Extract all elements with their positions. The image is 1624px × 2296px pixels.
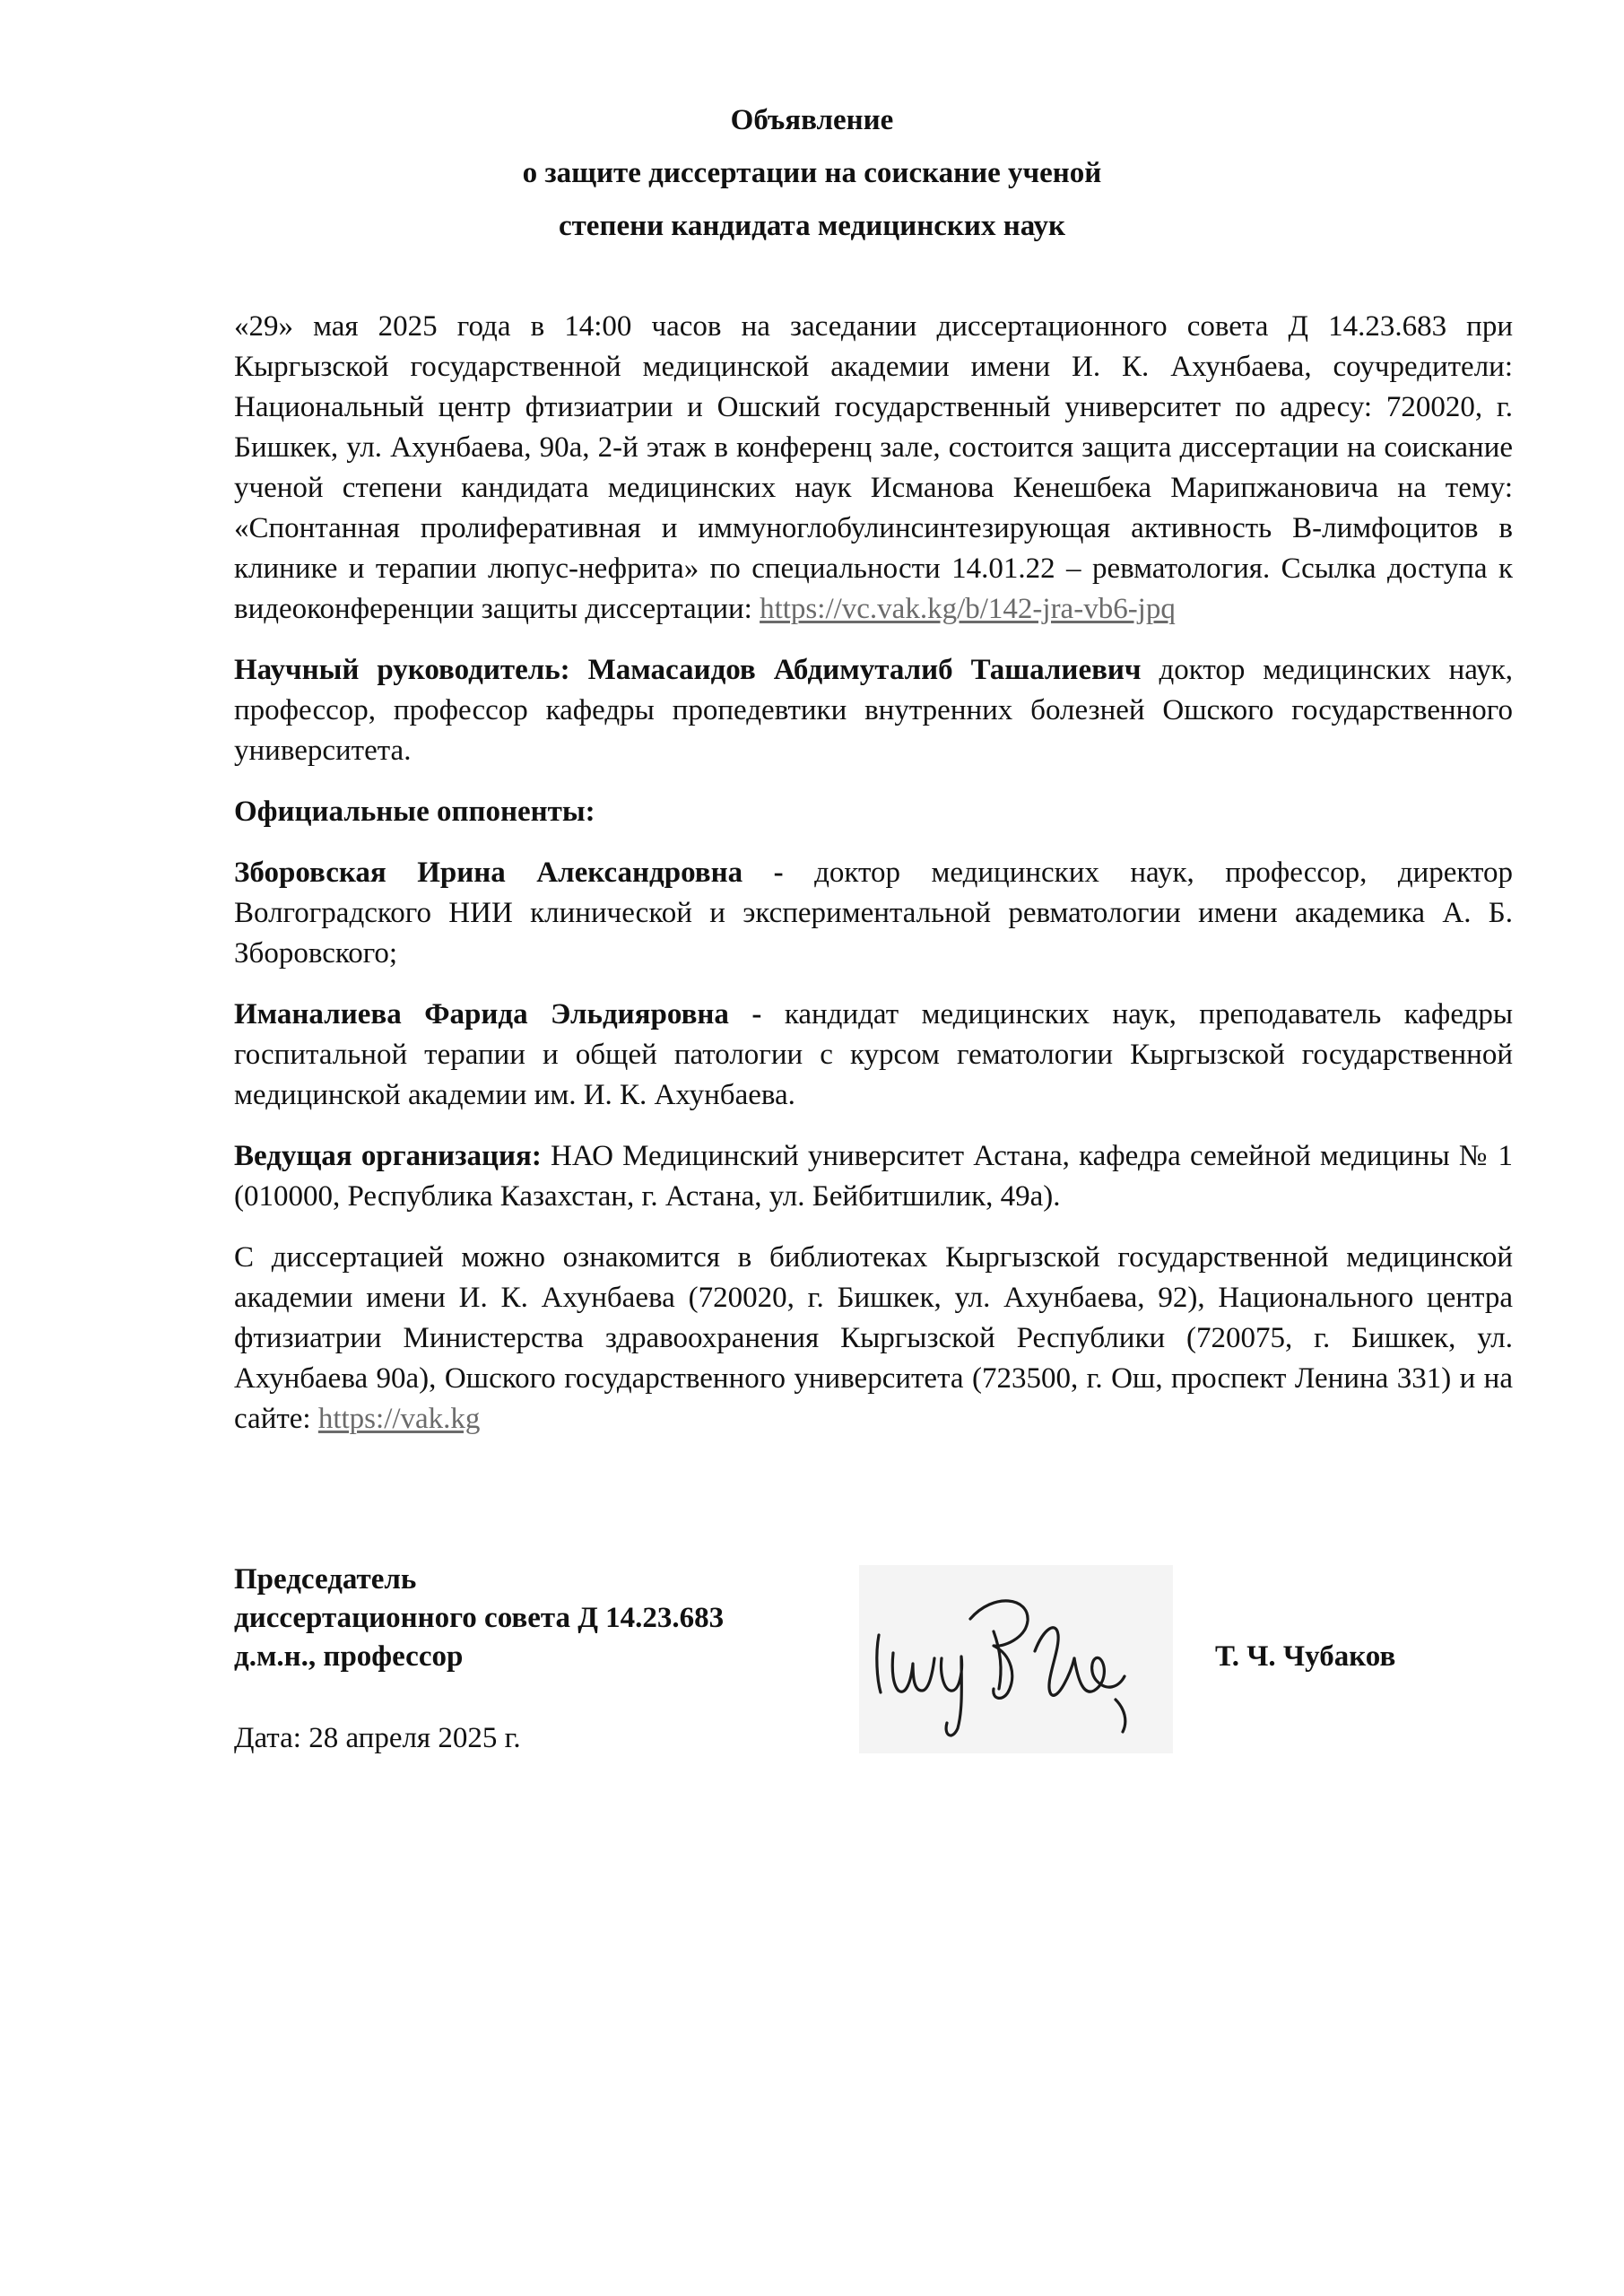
document-body	[234, 307, 1513, 1460]
library-text: С диссертацией можно ознакомится в библиотеках Кыргызской государственной медицинской академии имени И. К. Ахунбаева (720020, г. Бишкек, ул. Ахунбаева, 92), Национального центра фтизиатрии Министерства здравоохранения Кыргызской Республики (720075, г. Бишкек, ул. Ахунбаева 90а), Ошского государственного университета (723500, г. Ош, проспект Ленина 331) и на сайте:	[234, 1241, 1513, 1435]
supervisor-paragraph	[234, 650, 1513, 771]
opponent-1-name: Зборовская Ирина Александровна -	[234, 857, 784, 889]
document-date: Дата: 28 апреля 2025 г.	[234, 1722, 521, 1754]
library-paragraph	[234, 1238, 1513, 1439]
leading-organization-paragraph	[234, 1136, 1513, 1217]
opponents-heading	[234, 792, 1513, 832]
supervisor-text: доктор медицинских наук, профессор, профессор кафедры пропедевтики внутренних болезней Ошского государственного университета.	[234, 654, 1513, 767]
video-conference-link[interactable]: https://vc.vak.kg/b/142-jra-vb6-jpq	[760, 593, 1176, 625]
chair-line-1: Председатель	[234, 1563, 417, 1596]
supervisor-label: Научный руководитель: Мамасаидов Абдимуталиб Ташалиевич	[234, 654, 1142, 686]
opponent-2-text: кандидат медицинских наук, преподаватель кафедры госпитальной терапии и общей патологии с курсом гематологии Кыргызской государственной медицинской академии им. И. К. Ахунбаева.	[234, 998, 1513, 1111]
handwritten-signature	[859, 1565, 1173, 1753]
chair-line-2: диссертационного совета Д 14.23.683	[234, 1602, 725, 1634]
leading-organization-label: Ведущая организация:	[234, 1140, 542, 1172]
opponent-1-text: доктор медицинских наук, профессор, директор Волгоградского НИИ клинической и экспериментальной ревматологии имени академика А. Б. Зборовского;	[234, 857, 1513, 970]
title-line-2: о защите диссертации на соискание ученой	[522, 157, 1102, 189]
document-title	[0, 94, 1624, 253]
opponent-2-name: Иманалиева Фарида Эльдияровна -	[234, 998, 762, 1031]
title-line-3: степени кандидата медицинских наук	[558, 210, 1066, 242]
site-link[interactable]: https://vak.kg	[317, 1403, 481, 1435]
signature-image	[859, 1565, 1173, 1753]
chair-name: Т. Ч. Чубаков	[1215, 1640, 1396, 1673]
chair-line-3: д.м.н., профессор	[234, 1640, 464, 1673]
opponent-2-paragraph	[234, 995, 1513, 1116]
opponents-heading-text: Официальные оппоненты:	[234, 796, 595, 828]
leading-organization-text: НАО Медицинский университет Астана, кафедра семейной медицины № 1 (010000, Республика Казахстан, г. Астана, ул. Бейбитшилик, 49а).	[234, 1140, 1513, 1213]
announcement-text: «29» мая 2025 года в 14:00 часов на заседании диссертационного совета Д 14.23.683 при Кыргызской государственной медицинской академии имени И. К. Ахунбаева, соучредители: Национальный центр фтизиатрии и Ошский государственный университет по адресу: 720020, г. Бишкек, ул. Ахунбаева, 90а, 2-й этаж в конференц зале, состоится защита диссертации на соискание ученой степени кандидата медицинских наук Исманова Кенешбека Марипжановича на тему: «Спонтанная пролиферативная и иммуноглобулинсинтезирующая активность В-лимфоцитов в клинике и терапии люпус-нефрита» по специальности 14.01.22 – ревматология. Ссылка доступа к видеоконференции защиты диссертации:	[234, 310, 1513, 625]
title-line-1: Объявление	[730, 104, 894, 136]
announcement-paragraph	[234, 307, 1513, 630]
opponent-1-paragraph	[234, 853, 1513, 974]
